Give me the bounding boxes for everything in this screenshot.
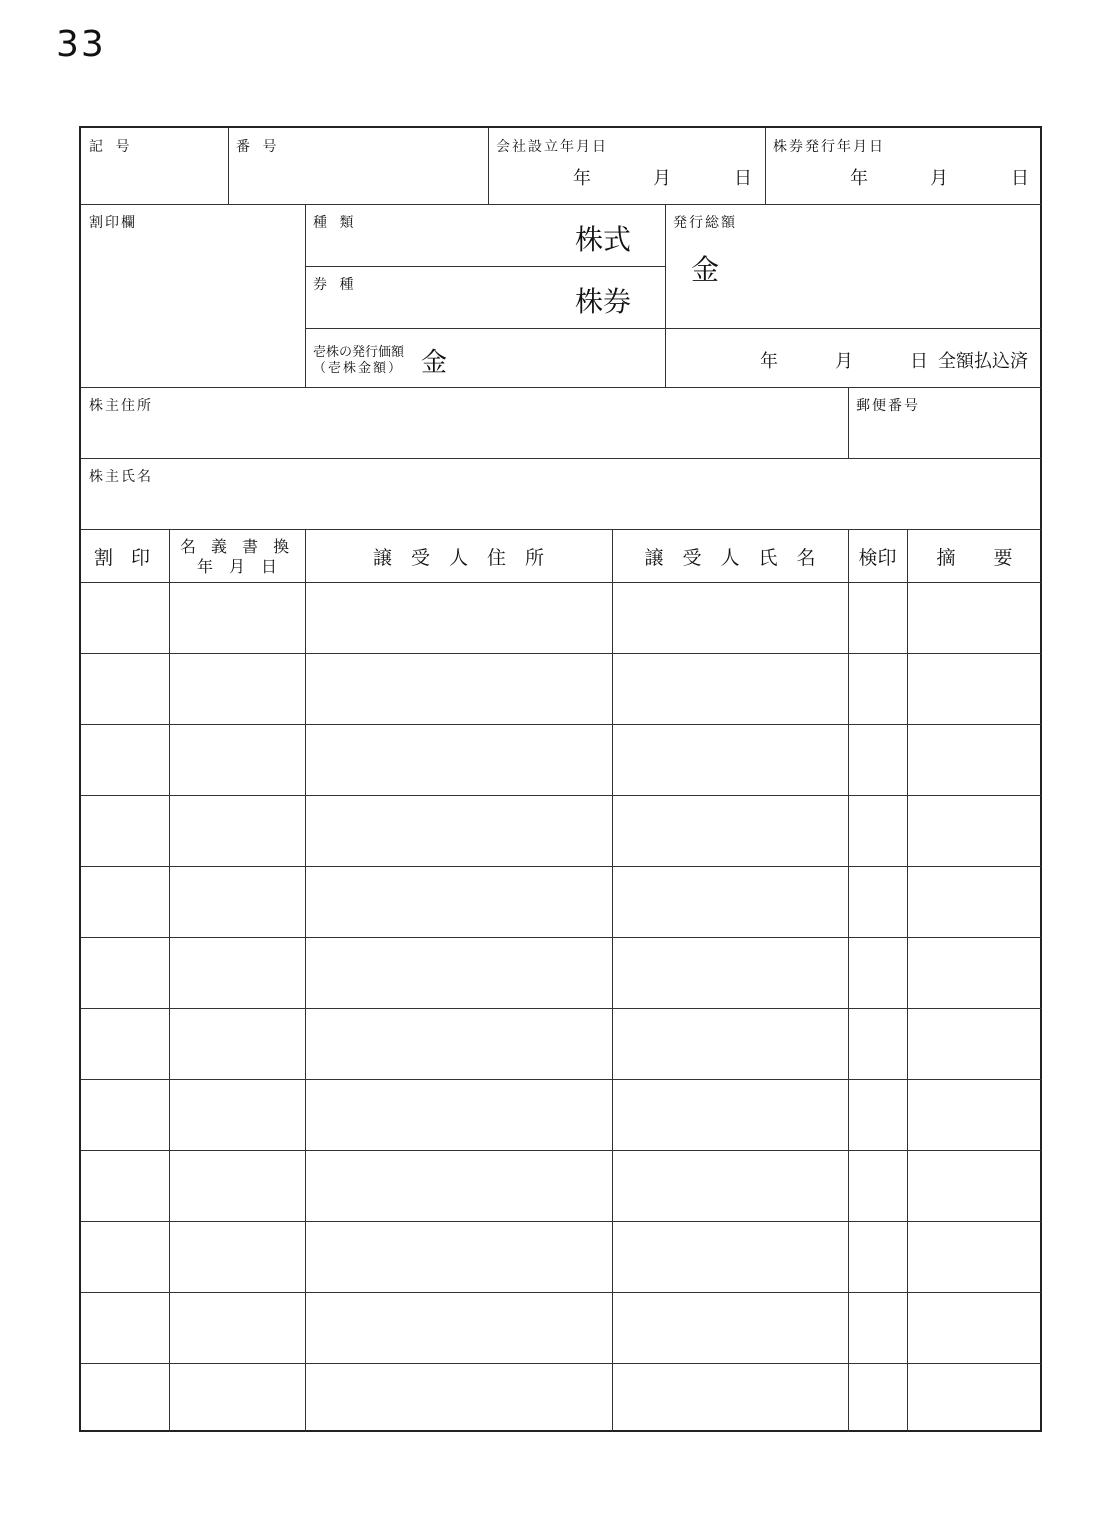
issue-day: 日 [1011,168,1029,189]
divider-v [848,387,849,458]
founded-year: 年 [573,168,591,189]
total-issue-label: 発行総額 [673,215,737,231]
row-divider [81,937,1042,938]
col-check-seal: 検印 [858,547,897,569]
row-divider [81,795,1042,796]
col-transfer-line1: 名 義 書 換 [179,536,295,556]
paid-day: 日 [910,351,928,372]
kind-value: 株式 [575,223,632,256]
col-transfer-line2: 年 月 日 [196,556,277,576]
divider-address-bottom [81,458,1042,459]
divider-v [765,128,766,204]
col-transferee-name: 譲 受 人 氏 名 [644,547,816,569]
issue-year: 年 [850,168,868,189]
col-seal: 割 印 [93,547,157,569]
divider-v [169,529,170,1432]
row-divider [81,1292,1042,1293]
divider-header-bottom [81,204,1042,205]
row-divider [81,1150,1042,1151]
divider-v [665,204,666,387]
row-divider [81,724,1042,725]
divider-v [907,529,908,1432]
divider-v [848,529,849,1432]
company-founded-label: 会社設立年月日 [496,139,608,155]
col-remarks: 摘 要 [936,547,1013,569]
row-divider [81,1008,1042,1009]
paid-in-full-text: 全額払込済 [938,351,1028,372]
page-number: 33 [56,24,106,65]
issue-price-label-1: 壱株の発行価額 [313,345,405,360]
cert-type-value: 株券 [575,285,632,318]
row-divider [81,866,1042,867]
divider-v [305,204,306,387]
divider-v [305,529,306,1432]
col-transferee-address: 譲 受 人 住 所 [372,547,544,569]
issue-price-label-2: （壱株金額） [313,361,404,376]
bango-label: 番 号 [236,139,281,155]
founded-day: 日 [734,168,752,189]
divider-v [228,128,229,204]
divider-v [488,128,489,204]
divider-cert-bottom [305,328,1042,329]
row-divider [81,653,1042,654]
stock-ledger-form [79,126,1042,1432]
row-divider [81,1363,1042,1364]
divider-v [612,529,613,1432]
kind-label: 種 類 [313,215,358,231]
kigo-label: 記 号 [89,139,134,155]
paid-year: 年 [760,351,778,372]
row-divider [81,1221,1042,1222]
row-divider [81,1079,1042,1080]
shareholder-address-label: 株主住所 [89,398,153,414]
seal-column-label: 割印欄 [89,215,137,231]
paid-month: 月 [835,351,853,372]
shareholder-name-label: 株主氏名 [89,469,153,485]
postal-code-label: 郵便番号 [856,398,920,414]
issue-month: 月 [930,168,948,189]
issue-price-value: 金 [421,348,448,378]
col-transfer-date [169,530,305,583]
total-issue-value: 金 [691,253,720,286]
founded-month: 月 [653,168,671,189]
divider-section2-bottom [81,387,1042,388]
cert-issue-label: 株券発行年月日 [773,139,885,155]
divider-kind-bottom [305,266,665,267]
cert-type-label: 券 種 [313,277,358,293]
